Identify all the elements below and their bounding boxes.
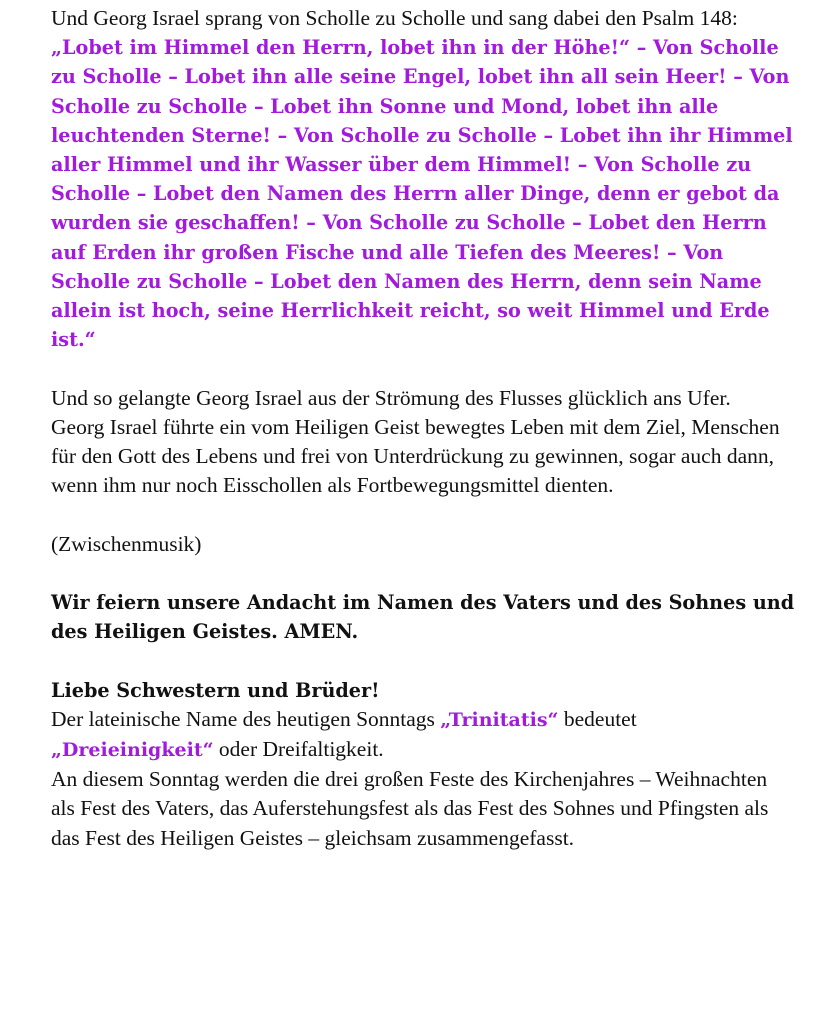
- dreieinigkeit-term: „Dreieinigkeit“: [51, 739, 214, 762]
- trinitatis-text-3: oder Dreifaltigkeit.: [213, 737, 384, 762]
- paragraph-spacer: [51, 559, 796, 588]
- trinitatis-text-2: bedeutet: [558, 706, 637, 731]
- shore-paragraph: Und so gelangte Georg Israel aus der Strömung des Flusses glücklich ans Ufer.: [51, 385, 731, 410]
- psalm-148-quote: „Lobet im Himmel den Herrn, lobet ihn in der Höhe!“ – Von Scholle zu Scholle – Lobet ihn alle seine Engel, lobet ihn all sein Heer! – Von Scholle zu Scholle – Lobet ihn Sonne und Mond, lobet ihn alle leuchtenden Sterne! – Von Scholle zu Scholle – Lobet ihn ihr Himmel aller Himmel und ihr Wasser über dem Himmel! – Von Scholle zu Scholle – Lobet den Namen des Herrn aller Dinge, denn er gebot da wurden sie geschaffen! – Von Scholle zu Scholle – Lobet den Herrn auf Erden ihr großen Fische und alle Tiefen des Meeres! – Von Scholle zu Scholle – Lobet den Namen des Herrn, denn sein Name allein ist hoch, seine Herrlichkeit reicht, so weit Himmel und Erde ist.“: [51, 36, 793, 352]
- paragraph-spacer: [51, 500, 796, 529]
- document-page: [51, 4, 796, 853]
- paragraph-spacer: [51, 646, 796, 675]
- invocation-heading: Wir feiern unsere Andacht im Namen des Vaters und des Sohnes und des Heiligen Geistes. AMEN.: [51, 591, 795, 644]
- greeting-heading: Liebe Schwestern und Brüder!: [51, 678, 380, 702]
- trinitatis-paragraph: [51, 705, 796, 765]
- paragraph-spacer: [51, 354, 796, 383]
- intro-paragraph: Und Georg Israel sprang von Scholle zu Scholle und sang dabei den Psalm 148:: [51, 6, 738, 30]
- life-paragraph: Georg Israel führte ein vom Heiligen Geist bewegtes Leben mit dem Ziel, Menschen für den Gott des Lebens und frei von Unterdrückung zu gewinnen, sogar auch dann, wenn ihm nur noch Eisschollen als Fortbewegungsmittel dienten.: [51, 414, 780, 498]
- trinitatis-text-1: Der lateinische Name des heutigen Sonntags: [51, 706, 441, 731]
- interlude-note: (Zwischenmusik): [51, 531, 202, 556]
- feasts-paragraph: An diesem Sonntag werden die drei großen Feste des Kirchenjahres – Weihnachten als Fest des Vaters, das Auferstehungsfest als das Fest des Sohnes und Pfingsten als das Fest des Heiligen Geistes – gleichsam zusammengefasst.: [51, 767, 769, 850]
- trinitatis-term: „Trinitatis“: [440, 708, 559, 731]
